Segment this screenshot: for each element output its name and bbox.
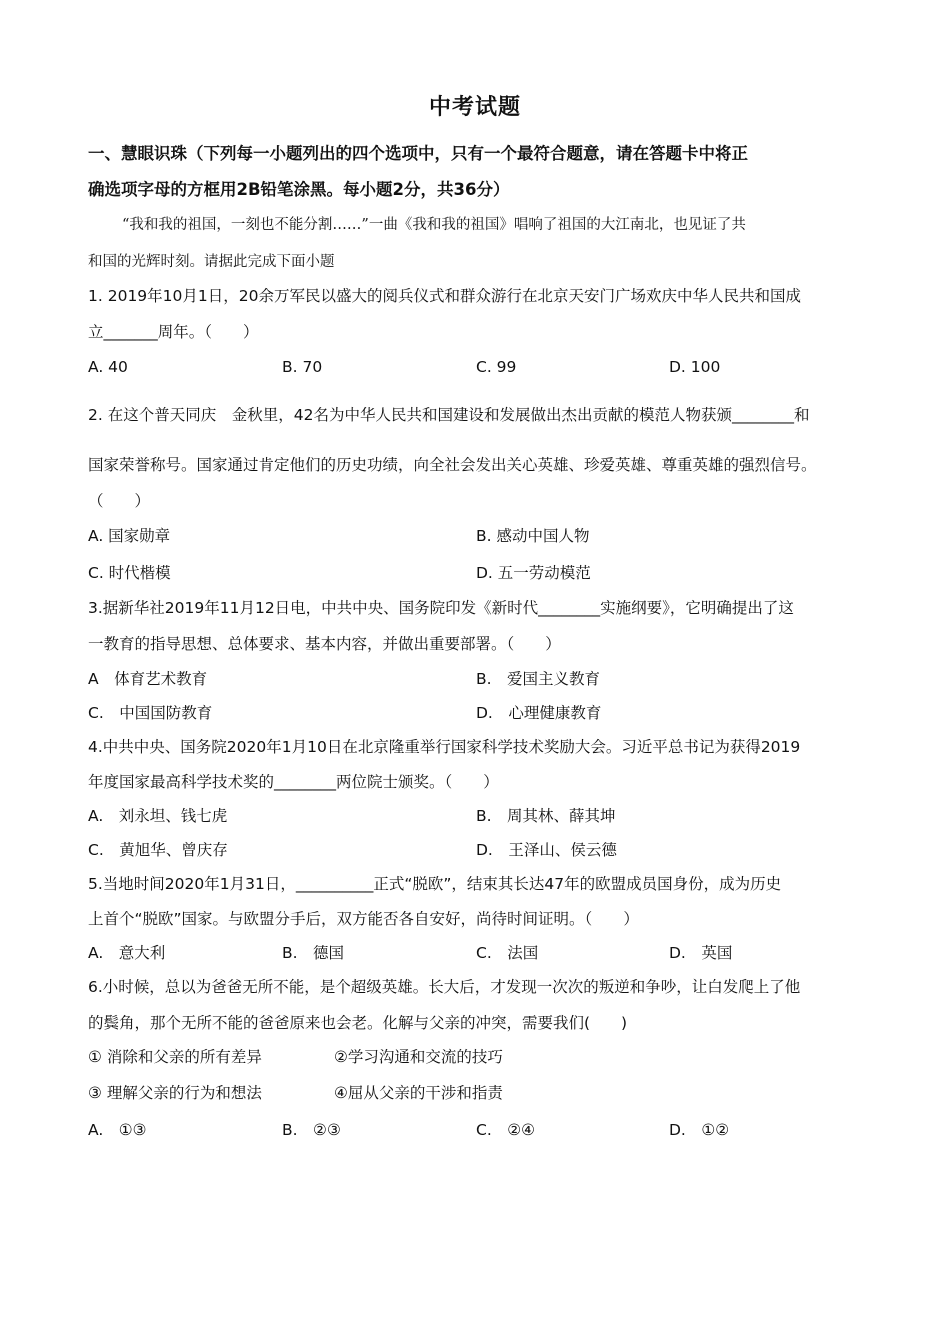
question-6-statement-2: ②学习沟通和交流的技巧 — [334, 1048, 503, 1066]
question-4-line-2: 年度国家最高科学技术奖的________两位院士颁奖。（ ） — [88, 773, 499, 791]
question-1-option-c[interactable]: C. 99 — [476, 358, 517, 376]
question-5-option-c[interactable]: C. 法国 — [476, 944, 539, 962]
intro-line-1: “我和我的祖国，一刻也不能分割……”一曲《我和我的祖国》唱响了祖国的大江南北，也见证了共 — [122, 217, 746, 233]
section-heading-line-2: 确选项字母的方框用2B铅笔涂黑。每小题2分，共36分） — [88, 180, 510, 199]
question-6-statement-3: ③ 理解父亲的行为和想法 — [88, 1084, 262, 1102]
page-title: 中考试题 — [428, 95, 521, 120]
question-1-option-d[interactable]: D. 100 — [669, 358, 721, 376]
question-3-option-c[interactable]: C. 中国国防教育 — [88, 704, 213, 722]
question-2-option-d[interactable]: D. 五一劳动模范 — [476, 564, 591, 582]
question-2-line-3: （ ） — [88, 492, 151, 510]
question-1-option-a[interactable]: A. 40 — [88, 358, 128, 376]
question-1-line-1: 1. 2019年10月1日，20余万军民以盛大的阅兵仪式和群众游行在北京天安门广场欢庆中华人民共和国成 — [88, 287, 801, 305]
question-3-option-a[interactable]: A 体育艺术教育 — [88, 670, 208, 688]
question-2-option-b[interactable]: B. 感动中国人物 — [476, 527, 590, 545]
question-2-option-a[interactable]: A. 国家勋章 — [88, 527, 171, 545]
question-2-line-1: 2. 在这个普天同庆 金秋里，42名为中华人民共和国建设和发展做出杰出贡献的模范人物获颁________和 — [88, 406, 810, 424]
question-4-option-a[interactable]: A. 刘永坦、钱七虎 — [88, 807, 228, 825]
question-3-line-1: 3.据新华社2019年11月12日电，中共中央、国务院印发《新时代________实施纲要》，它明确提出了这 — [88, 599, 794, 617]
question-3-option-d[interactable]: D. 心理健康教育 — [476, 704, 602, 722]
question-3-line-2: 一教育的指导思想、总体要求、基本内容，并做出重要部署。（ ） — [88, 635, 561, 653]
question-5-line-1: 5.当地时间2020年1月31日，__________正式“脱欧”，结束其长达47年的欧盟成员国身份，成为历史 — [88, 875, 782, 893]
question-4-option-d[interactable]: D. 王泽山、侯云德 — [476, 841, 617, 859]
question-6-option-a[interactable]: A. ①③ — [88, 1121, 147, 1139]
question-3-option-b[interactable]: B. 爱国主义教育 — [476, 670, 601, 688]
question-1-option-b[interactable]: B. 70 — [282, 358, 323, 376]
question-4-option-b[interactable]: B. 周其林、薛其坤 — [476, 807, 616, 825]
question-6-option-d[interactable]: D. ①② — [669, 1121, 730, 1139]
question-1-line-2: 立_______周年。（ ） — [88, 323, 259, 341]
question-6-statement-4: ④屈从父亲的干涉和指责 — [334, 1084, 503, 1102]
question-6-line-1: 6.小时候，总以为爸爸无所不能，是个超级英雄。长大后，才发现一次次的叛逆和争吵，让白发爬上了他 — [88, 978, 801, 996]
question-5-option-d[interactable]: D. 英国 — [669, 944, 733, 962]
intro-line-2: 和国的光辉时刻。请据此完成下面小题 — [88, 254, 335, 270]
question-2-line-2: 国家荣誉称号。国家通过肯定他们的历史功绩，向全社会发出关心英雄、珍爱英雄、尊重英雄的强烈信号。 — [88, 456, 817, 474]
question-5-line-2: 上首个“脱欧”国家。与欧盟分手后，双方能否各自安好，尚待时间证明。（ ） — [88, 910, 639, 928]
question-6-line-2: 的鬓角，那个无所不能的爸爸原来也会老。化解与父亲的冲突，需要我们( ) — [88, 1014, 628, 1032]
question-4-line-1: 4.中共中央、国务院2020年1月10日在北京隆重举行国家科学技术奖励大会。习近平总书记为获得2019 — [88, 738, 801, 756]
question-6-option-c[interactable]: C. ②④ — [476, 1121, 536, 1139]
question-6-option-b[interactable]: B. ②③ — [282, 1121, 341, 1139]
question-4-option-c[interactable]: C. 黄旭华、曾庆存 — [88, 841, 228, 859]
question-2-option-c[interactable]: C. 时代楷模 — [88, 564, 171, 582]
question-5-option-b[interactable]: B. 德国 — [282, 944, 345, 962]
question-5-option-a[interactable]: A. 意大利 — [88, 944, 166, 962]
question-6-statement-1: ① 消除和父亲的所有差异 — [88, 1048, 262, 1066]
section-heading-line-1: 一、慧眼识珠（下列每一小题列出的四个选项中，只有一个最符合题意，请在答题卡中将正 — [88, 144, 748, 163]
